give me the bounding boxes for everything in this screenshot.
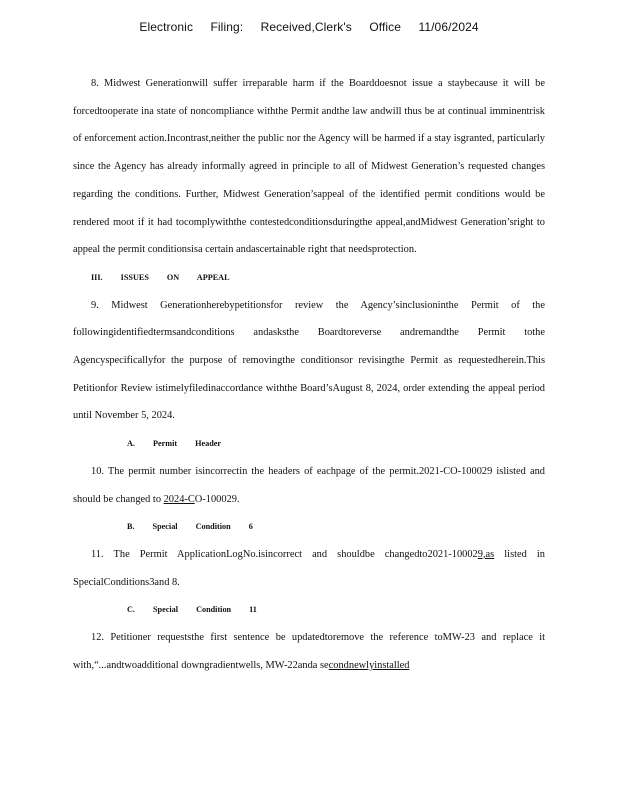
subheading-permit-header: A. Permit Header bbox=[127, 439, 222, 449]
paragraph-8: 8. Midwest Generationwill suffer irreparable harm if the Boarddoesnot issue a staybecause it will be forcedtooperate ina state of noncompliance withthe Permit andthe law andwill thus be at continual imminentrisk of enforcement action.Incontrast,neither the public nor the Agency will be harmed if a stay isgranted, particularly since the Agency has already informally agreed in principle to all of Midwest Generation’s requested changes regarding the conditions. Further, Midwest Generation’sappeal of the identified permit conditions would be rendered moot if it had tocomplywiththe contestedconditionsduringthe appeal,andMidwest Generation’sright to appeal the permit conditionsisa certain andascertainable right that needsprotection. bbox=[73, 78, 545, 256]
section-heading-issues-on-appeal: III. ISSUES ON APPEAL bbox=[91, 272, 230, 282]
paragraph-10-tail: O-100029. bbox=[194, 493, 240, 505]
subheading-special-condition-6: B. Special Condition 6 bbox=[127, 522, 253, 532]
paragraph-12 bbox=[73, 624, 545, 679]
paragraph-10-text: 10. The permit number isincorrectin the headers of eachpage of the permit.2021-CO-100029 islisted and should be changed to bbox=[73, 465, 545, 505]
paragraph-9: 9. Midwest Generationherebypetitionsfor review the Agency’sinclusioninthe Permit of the followingidentifiedtermsandconditions andasksthe Boardtoreverse andremandthe Permit tothe Agencyspecificallyfor the purpose of removingthe conditionsor revisingthe Permit as requestedherein.This Petitionfor Review istimelyfiledinaccordance withthe Board’sAugust 8, 2024, order extending the appeal period until November 5, 2024. bbox=[73, 299, 545, 422]
paragraph-11-underlined: 9,as bbox=[477, 548, 495, 560]
filing-header: Electronic Filing: Received,Clerk's Office 11/06/2024 bbox=[139, 20, 479, 34]
paragraph-10-underlined: 2024-C bbox=[163, 493, 195, 505]
document-body bbox=[73, 70, 545, 679]
paragraph-11 bbox=[73, 541, 545, 596]
paragraph-11-tail: listed in SpecialConditions3and 8. bbox=[73, 548, 545, 588]
paragraph-10 bbox=[73, 458, 545, 513]
paragraph-12-text: 12. Petitioner requeststhe first sentence be updatedtoremove the reference toMW-23 and replace it with,“...andtwoadditional downgradientwells, MW-22anda se bbox=[73, 632, 545, 671]
paragraph-11-text: 11. The Permit ApplicationLogNo.isincorrect and shouldbe changedto2021-10002 bbox=[91, 548, 478, 560]
subheading-special-condition-11: C. Special Condition 11 bbox=[127, 605, 257, 615]
paragraph-12-underlined: condnewlyinstalled bbox=[328, 659, 410, 671]
